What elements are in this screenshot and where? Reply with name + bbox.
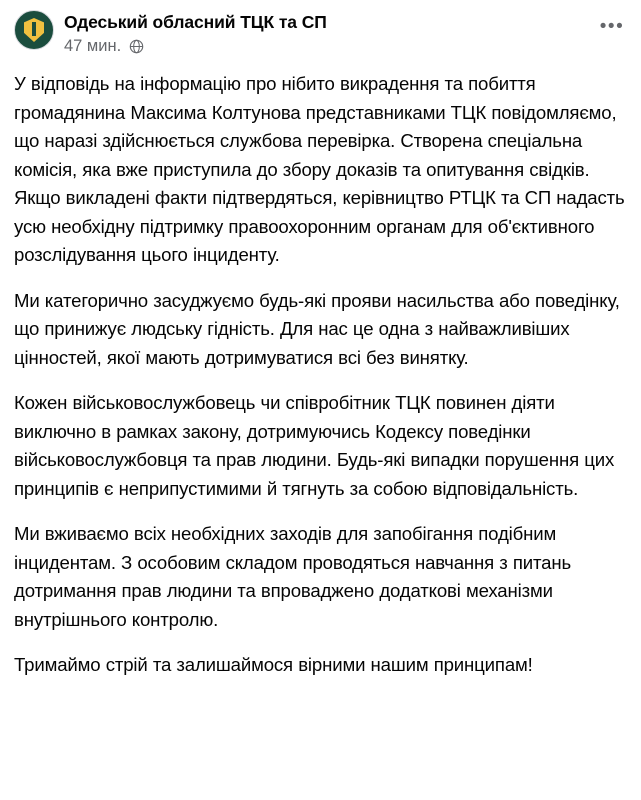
post-author-name[interactable]: Одеський обласний ТЦК та СП <box>64 12 327 32</box>
post-timestamp[interactable]: 47 мин. <box>64 37 122 55</box>
post-meta-row <box>64 36 627 56</box>
post-body <box>14 58 627 680</box>
globe-icon <box>129 39 144 54</box>
avatar[interactable] <box>14 10 54 50</box>
post-header <box>14 10 627 58</box>
post-paragraph: Ми вживаємо всіх необхідних заходів для запобігання подібним інцидентам. З особовим складом проводяться навчання з питань дотримання прав людини та впроваджено додаткові механізми внутрішнього контролю. <box>14 523 572 630</box>
post-paragraph: У відповідь на інформацію про нібито викрадення та побиття громадянина Максима Колтунова представниками ТЦК повідомляємо, що наразі здійснюється службова перевірка. Створена спеціальна комісія, яка вже приступила до збору доказів та опитування свідків. Якщо викладені факти підтвердяться, керівництво РТЦК та СП надасть усю необхідну підтримку правоохоронним органам для об'єктивного розслідування цього інциденту. <box>14 73 625 265</box>
post-paragraph: Ми категорично засуджуємо будь-які прояви насильства або поведінку, що принижує людську гідність. Для нас це одна з найважливіших цінностей, якої мають дотримуватися всі без винятку. <box>14 289 620 368</box>
page-avatar-emblem-icon <box>24 18 44 42</box>
post-more-options-button[interactable]: ••• <box>599 16 625 37</box>
post-paragraph: Тримаймо стрій та залишаймося вірними нашим принципам! <box>14 654 533 675</box>
post-header-text <box>64 10 627 56</box>
post-paragraph: Кожен військовослужбовець чи співробітник ТЦК повинен діяти виключно в рамках закону, дотримуючись Кодексу поведінки військовослужбовця та прав людини. Будь-які випадки порушення цих принципів є неприпустимими й тягнуть за собою відповідальність. <box>14 392 615 499</box>
